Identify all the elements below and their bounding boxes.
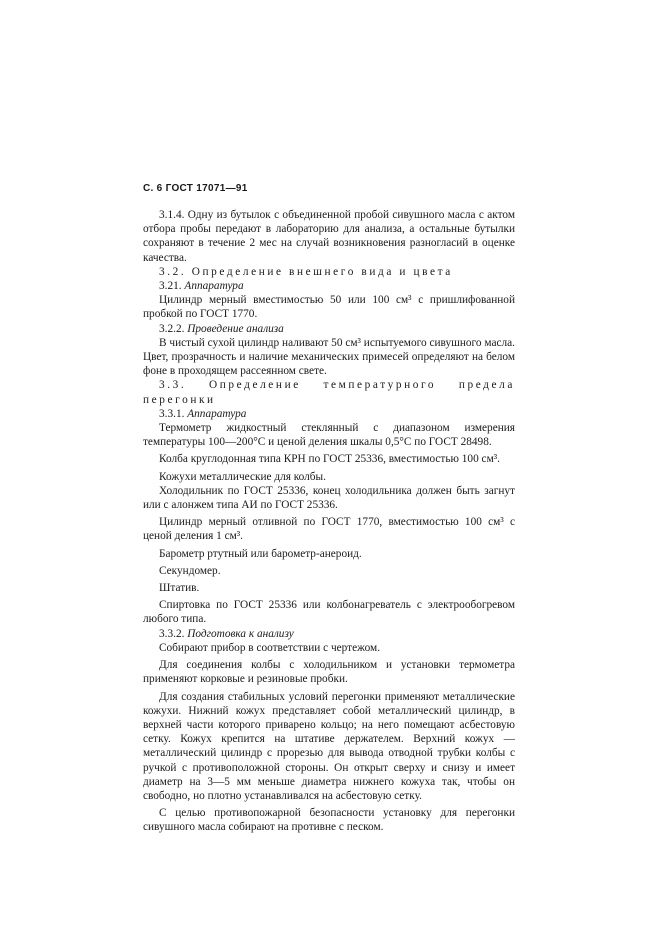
paragraph-stoppers: Для соединения колбы с холодильником и установки термометра применяют корковые и резиновые пробки. bbox=[143, 659, 515, 686]
subsection-heading-3-2-2 bbox=[143, 322, 515, 336]
paragraph-stopwatch: Секундомер. bbox=[159, 564, 221, 577]
paragraph-condenser: Холодильник по ГОСТ 25336, конец холодильника должен быть загнут или с алонжем типа АИ по ГОСТ 25336. bbox=[143, 484, 515, 512]
paragraph-thermometer: Термометр жидкостный стеклянный с диапазоном измерения температуры 100—200°С и ценой деления шкалы 0,5°С по ГОСТ 28498. bbox=[143, 422, 515, 449]
page-header: С. 6 ГОСТ 17071—91 bbox=[143, 183, 248, 194]
paragraph-assemble-device: Собирают прибор в соответствии с чертежом. bbox=[159, 641, 381, 654]
paragraph-3-2-2: В чистый сухой цилиндр наливают 50 см³ испытуемого сивушного масла. Цвет, прозрачность и наличие механических примесей определяют на белом фоне в проходящем рассеянном свете. bbox=[143, 336, 515, 378]
subsection-title: Аппаратура bbox=[184, 280, 244, 293]
paragraph-spirit-lamp: Спиртовка по ГОСТ 25336 или колбонагреватель с электрообогревом любого типа. bbox=[143, 599, 515, 626]
subsection-number: 3.3.2. bbox=[159, 627, 185, 640]
paragraph-stand: Штатив. bbox=[159, 582, 200, 595]
subsection-heading-3-3-1 bbox=[143, 407, 515, 421]
paragraph-3-2-1: Цилиндр мерный вместимостью 50 или 100 см³ с пришлифованной пробкой по ГОСТ 1770. bbox=[143, 294, 515, 321]
paragraph-fire-safety: С целью противопожарной безопасности установку для перегонки сивушного масла собирают на противне с песком. bbox=[143, 807, 515, 834]
paragraph-barometer: Барометр ртутный или барометр-анероид. bbox=[159, 547, 362, 560]
paragraph-flask: Колба круглодонная типа КРН по ГОСТ 25336, вместимостью 100 см³. bbox=[159, 453, 500, 466]
subsection-number: 3.21. bbox=[159, 280, 182, 293]
paragraph-metal-casings: Для создания стабильных условий перегонки применяют металлические кожухи. Нижний кожух представляет собой металлический цилиндр, в верхней части которого приварено кольцо; на него помещают асбестовую сетку. Кожух крепится на штативе держателем. Верхний кожух — металлический цилиндр с прорезью для вывода отводной трубки колбы с ручкой с противоположной стороны. Он открыт сверху и снизу и имеет диаметр на 3—5 мм меньше диаметра нижнего кожуха так, чтобы он свободно, но плотно устанавливался на асбестовую сетку. bbox=[143, 690, 515, 802]
subsection-number: 3.3.1. bbox=[159, 407, 185, 420]
subsection-heading-3-3-2 bbox=[143, 627, 515, 641]
subsection-heading-3-2-1 bbox=[143, 279, 515, 293]
subsection-title: Подготовка к анализу bbox=[187, 627, 294, 640]
section-heading-3-2: 3.2. Определение внешнего вида и цвета bbox=[159, 265, 453, 278]
section-heading-3-3: 3.3. Определение температурного предела перегонки bbox=[143, 379, 515, 406]
paragraph-cylinder: Цилиндр мерный отливной по ГОСТ 1770, вместимостью 100 см³ с ценой деления 1 см³. bbox=[143, 516, 515, 543]
document-body bbox=[143, 208, 515, 835]
subsection-title: Проведение анализа bbox=[187, 322, 284, 335]
paragraph-casings: Кожухи металлические для колбы. bbox=[159, 470, 326, 483]
paragraph-3-1-4: 3.1.4. Одну из бутылок с объединенной пробой сивушного масла с актом отбора пробы передают в лабораторию для анализа, а остальные бутылки сохраняют в течение 2 мес на случай возникновения разногласий в оценке качества. bbox=[143, 209, 515, 264]
subsection-number: 3.2.2. bbox=[159, 322, 185, 335]
subsection-title: Аппаратура bbox=[187, 407, 247, 420]
